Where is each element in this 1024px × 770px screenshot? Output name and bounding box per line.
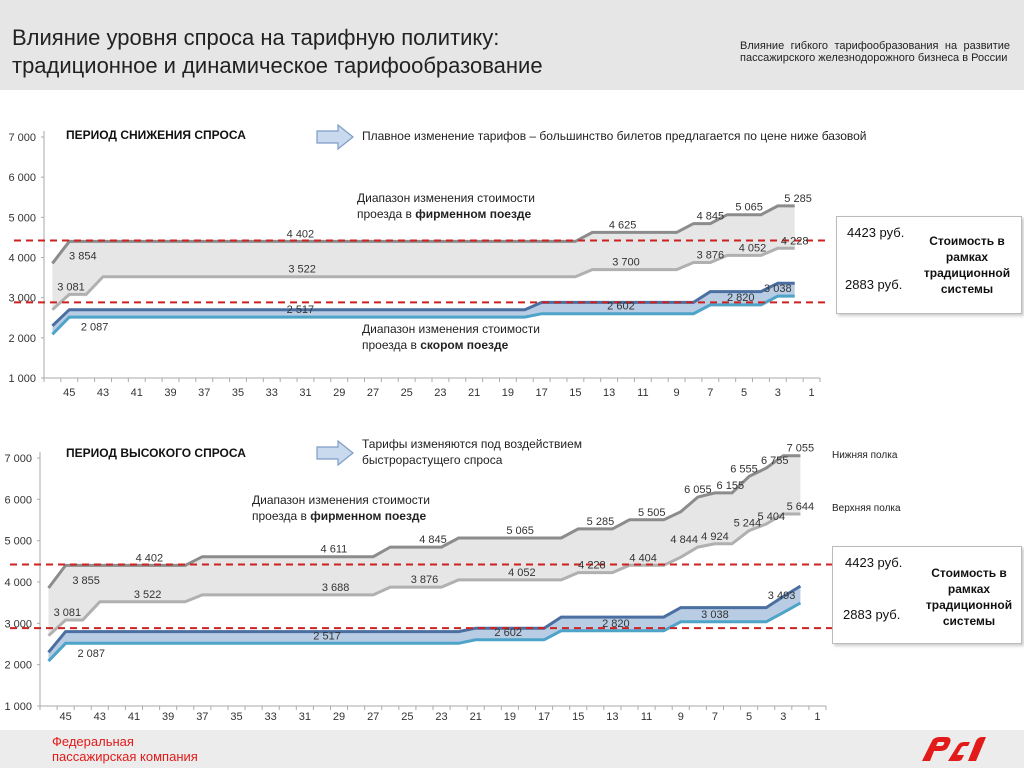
- firm-note-bottom-pre: проезда в: [252, 509, 311, 523]
- y-tick-label: 6 000: [4, 494, 32, 507]
- x-tick-label: 39: [164, 387, 177, 399]
- data-label: 2 602: [494, 626, 522, 639]
- arrow-text-bottom-line2: быстрорастущего спроса: [362, 453, 503, 467]
- x-tick-label: 9: [677, 711, 684, 723]
- arrow-right-icon: [316, 124, 354, 155]
- firm-note-bottom-line1: Диапазон изменения стоимости: [252, 493, 430, 507]
- traditional-caption: Стоимость в рамках традиционной системы: [923, 234, 1011, 296]
- firm-note-top: [357, 190, 535, 222]
- data-label: 4 845: [419, 534, 447, 547]
- data-label: 3 700: [612, 256, 640, 269]
- data-label: 3 038: [764, 283, 792, 296]
- berth-upper-label: Верхняя полка: [832, 503, 901, 514]
- data-label: 4 844: [670, 534, 698, 547]
- data-label: 4 625: [608, 219, 637, 232]
- x-tick-label: 11: [637, 387, 649, 399]
- x-tick-label: 3: [774, 387, 781, 399]
- data-label: 4 404: [629, 552, 657, 565]
- x-tick-label: 11: [640, 711, 653, 723]
- company-name-line2: пассажирская компания: [52, 749, 198, 764]
- period-title-top: ПЕРИОД СНИЖЕНИЯ СПРОСА: [66, 128, 246, 142]
- data-label: 5 285: [784, 192, 812, 205]
- data-label: 6 055: [684, 484, 712, 497]
- data-label: 4 611: [320, 543, 348, 556]
- data-label: 2 517: [313, 630, 341, 643]
- x-tick-label: 13: [603, 387, 616, 399]
- traditional-price-box-top: [836, 216, 1022, 314]
- data-label: 3 522: [133, 588, 162, 601]
- data-label: 2 087: [77, 648, 106, 661]
- arrow-text-bottom-line1: Тарифы изменяются под воздействием: [362, 437, 582, 451]
- arrow-text-top: Плавное изменение тарифов – большинство билетов предлагается по цене ниже базовой: [362, 129, 867, 143]
- x-tick-label: 43: [96, 387, 110, 399]
- x-tick-label: 5: [741, 387, 748, 399]
- x-tick-label: 19: [501, 387, 515, 399]
- x-tick-label: 33: [264, 711, 277, 723]
- page-title-line-1: Влияние уровня спроса на тарифную политику:: [12, 25, 500, 50]
- x-tick-label: 35: [231, 387, 245, 399]
- rzd-logo: [918, 733, 988, 770]
- y-tick-label: 6 000: [8, 172, 36, 185]
- data-label: 3 081: [57, 281, 85, 294]
- data-label: 3 081: [53, 606, 82, 619]
- x-tick-label: 1: [808, 387, 815, 399]
- data-label: 4 052: [738, 242, 767, 255]
- price-top-value: 4423 руб.: [847, 225, 905, 240]
- data-label: 5 244: [733, 517, 762, 530]
- x-tick-label: 17: [537, 711, 551, 723]
- y-tick-label: 7 000: [8, 132, 36, 144]
- x-tick-label: 1: [814, 711, 821, 723]
- data-label: 4 052: [508, 566, 536, 579]
- x-tick-label: 37: [196, 711, 209, 723]
- data-label: 4 402: [286, 228, 315, 241]
- data-label: 3 522: [288, 263, 316, 276]
- x-tick-label: 19: [503, 711, 517, 723]
- x-tick-label: 29: [332, 711, 346, 723]
- x-tick-label: 7: [711, 711, 718, 723]
- x-tick-label: 9: [673, 387, 680, 399]
- fast-note-top-line2: [362, 337, 540, 353]
- x-tick-label: 21: [468, 387, 481, 399]
- y-tick-label: 1 000: [4, 701, 32, 713]
- fast-note-top-pre: проезда в: [362, 338, 421, 352]
- data-label: 2 820: [726, 291, 755, 304]
- x-tick-label: 39: [162, 711, 175, 723]
- fast-note-top-bold: скором поезде: [420, 338, 509, 352]
- arrow-text-bottom: [362, 436, 582, 468]
- x-tick-label: 25: [400, 387, 413, 399]
- x-tick-label: 7: [707, 387, 714, 399]
- page-title-line-2: традиционное и динамическое тарифообразование: [12, 53, 543, 78]
- data-label: 5 505: [637, 506, 666, 519]
- x-tick-label: 5: [746, 711, 753, 723]
- price-bottom-value: 2883 руб.: [843, 607, 901, 622]
- firm-note-top-bold: фирменном поезде: [415, 207, 532, 221]
- data-label: 5 065: [506, 524, 534, 537]
- y-tick-label: 4 000: [8, 252, 36, 265]
- y-tick-label: 4 000: [4, 577, 32, 589]
- traditional-price-box-bottom: [832, 546, 1022, 644]
- data-label: 7 055: [786, 442, 815, 455]
- data-label: 2 820: [602, 617, 630, 630]
- data-label: 3 876: [410, 574, 439, 587]
- x-tick-label: 29: [333, 387, 346, 399]
- y-tick-label: 1 000: [8, 373, 36, 385]
- x-tick-label: 31: [299, 387, 312, 399]
- y-tick-label: 3 000: [4, 618, 32, 631]
- firm-note-bottom: [252, 492, 430, 524]
- data-label: 4 228: [780, 235, 809, 248]
- company-name: [52, 734, 198, 764]
- data-label: 5 285: [586, 515, 615, 528]
- data-label: 5 404: [757, 510, 786, 523]
- data-label: 4 845: [696, 210, 725, 223]
- data-label: 2 517: [286, 304, 315, 317]
- x-tick-label: 17: [535, 387, 548, 399]
- x-tick-label: 15: [569, 387, 582, 399]
- x-tick-label: 41: [127, 711, 141, 723]
- fast-note-top-line1: Диапазон изменения стоимости: [362, 322, 540, 336]
- x-tick-label: 21: [469, 711, 482, 723]
- y-tick-label: 2 000: [4, 659, 32, 672]
- x-tick-label: 15: [572, 711, 585, 723]
- firm-note-top-line2: [357, 206, 535, 222]
- traditional-caption: Стоимость в рамках традиционной системы: [925, 566, 1013, 628]
- y-tick-label: 3 000: [8, 292, 36, 305]
- data-label: 4 402: [135, 552, 164, 565]
- firm-note-bottom-line2: [252, 508, 430, 524]
- data-label: 3 854: [69, 250, 97, 263]
- x-tick-label: 45: [63, 387, 76, 399]
- x-tick-label: 23: [434, 387, 447, 399]
- x-tick-label: 13: [606, 711, 619, 723]
- data-label: 6 555: [730, 463, 758, 476]
- x-tick-label: 33: [265, 387, 278, 399]
- price-bottom-value: 2883 руб.: [845, 277, 903, 292]
- x-tick-label: 23: [435, 711, 448, 723]
- x-tick-label: 45: [59, 711, 72, 723]
- x-tick-label: 35: [230, 711, 243, 723]
- data-label: 2 087: [80, 321, 109, 334]
- data-label: 3 038: [701, 608, 729, 621]
- data-label: 3 688: [321, 581, 350, 594]
- firm-note-top-line1: Диапазон изменения стоимости: [357, 191, 535, 205]
- y-tick-label: 5 000: [4, 535, 32, 548]
- firm-note-top-pre: проезда в: [357, 207, 416, 221]
- berth-lower-label: Нижняя полка: [832, 450, 898, 461]
- x-tick-label: 3: [780, 711, 787, 723]
- x-tick-label: 37: [198, 387, 211, 399]
- data-label: 4 924: [701, 530, 729, 543]
- y-tick-label: 5 000: [8, 212, 36, 225]
- data-label: 3 855: [72, 574, 100, 587]
- y-tick-label: 7 000: [4, 453, 32, 465]
- x-tick-label: 27: [366, 387, 380, 399]
- company-name-line1: Федеральная: [52, 734, 134, 749]
- data-label: 3 493: [767, 589, 796, 602]
- data-label: 2 602: [607, 300, 635, 313]
- price-top-value: 4423 руб.: [845, 555, 903, 570]
- side-note: Влияние гибкого тарифообразования на развитие пассажирского железнодорожного бизнеса в России: [740, 40, 1010, 64]
- period-title-bottom: ПЕРИОД ВЫСОКОГО СПРОСА: [66, 446, 246, 460]
- x-tick-label: 25: [401, 711, 414, 723]
- data-label: 3 876: [696, 249, 725, 262]
- data-label: 5 644: [786, 501, 815, 514]
- data-label: 4 228: [578, 559, 606, 572]
- data-label: 6 755: [760, 455, 789, 468]
- x-tick-label: 31: [298, 711, 311, 723]
- fast-note-top: [362, 321, 540, 353]
- data-label: 6 155: [716, 479, 745, 492]
- x-tick-label: 41: [130, 387, 143, 399]
- firm-note-bottom-bold: фирменном поезде: [310, 509, 427, 523]
- data-label: 5 065: [735, 201, 763, 214]
- arrow-right-icon: [316, 440, 354, 471]
- x-tick-label: 27: [367, 711, 380, 723]
- y-tick-label: 2 000: [8, 332, 36, 345]
- x-tick-label: 43: [93, 711, 106, 723]
